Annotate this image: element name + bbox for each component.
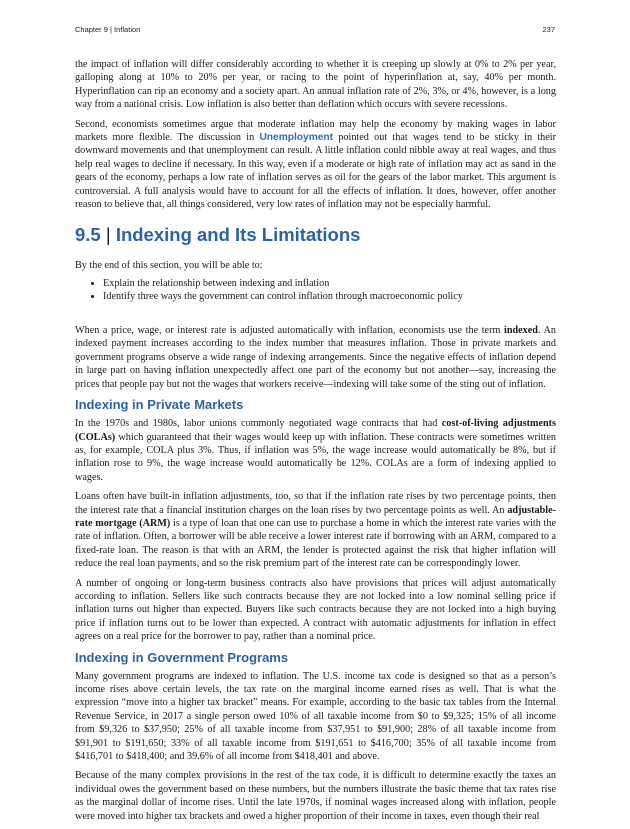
unemployment-link[interactable]: Unemployment bbox=[259, 132, 334, 144]
paragraph: Because of the many complex provisions in the rest of the tax code, it is difficult to determine exactly the taxes an individual owes the government based on these numbers, but the numbers illustrate the basic theme that tax rates rise as the marginal dollar of income rises. Until the late 1970s, if nominal wages increased along with inflation, people were moved into higher tax brackets and owed a higher proportion of their income in taxes, even though their real bbox=[75, 770, 556, 822]
section-heading bbox=[75, 223, 556, 247]
subsection-heading-government: Indexing in Government Programs bbox=[75, 649, 289, 665]
paragraph bbox=[75, 118, 556, 212]
key-term: adjustable-rate mortgage (ARM) bbox=[75, 504, 556, 529]
running-header bbox=[75, 25, 555, 37]
paragraph: Many government programs are indexed to inflation. The U.S. income tax code is designed so that as a person’s income rises above certain levels, the tax rate on the marginal income earned rises as well. That is what the expression “move into a higher tax bracket” means. For example, according to the basic tax tables from the Internal Revenue Service, in 2017 a single person owed 10% of all taxable income from $0 to $9,325; 15% of all income from $9,326 to $37,950; 25% of all taxable income from $37,951 to $91,900; 28% of all taxable income from $91,901 to $191,650; 33% of all taxable income from $191,651 to $416,700; 35% of all taxable income from $416,701 to $418,400; and 39.6% of all income from $418,401 and above. bbox=[75, 670, 556, 763]
section-number: 9.5 bbox=[75, 224, 101, 246]
section-separator: | bbox=[105, 224, 111, 246]
objectives-list bbox=[75, 277, 556, 304]
key-term: cost-of-living adjustments (COLAs) bbox=[75, 418, 557, 443]
paragraph bbox=[75, 490, 556, 570]
text-run: pointed out that wages tend to be sticky in their downward movements and that unemployment can result. A little inflation could nibble away at real wages, and thus help real wages to decline if necessary. In this way, even if a moderate or high rate of inflation may act as sand in the gears of the economy, perhaps a low rate of inflation serves as oil for the gears of the labor market. This argument is controversial. A full analysis would have to account for all the effects of inflation. It does, however, offer another reason to believe that, all things considered, very low rates of inflation may not be especially harmful. bbox=[75, 132, 556, 211]
text-run: is a type of loan that one can use to purchase a home in which the interest rate varies with the rate of inflation. Often, a borrower will be able receive a lower interest rate if borrowing with an ARM, compared to a fixed-rate loan. The reason is that with an ARM, the lender is protected against the risk that higher inflation will reduce the real loan payments, and so the risk premium part of the interest rate can be correspondingly lower. bbox=[75, 517, 556, 570]
page-number: 237 bbox=[542, 25, 555, 34]
objectives-intro: By the end of this section, you will be able to: bbox=[75, 260, 263, 272]
subsection-heading-private: Indexing in Private Markets bbox=[75, 397, 244, 413]
paragraph: A number of ongoing or long-term business contracts also have provisions that prices will adjust automatically according to inflation. Sellers like such contracts because they are not locked into a low nominal selling price if inflation turns out higher than expected. Buyers like such contracts because they are not locked into a high buying price if inflation turns out to be lower than expected. A contract with automatic adjustments for inflation in effect agrees on a real price for the borrower to pay, rather than a nominal price. bbox=[75, 577, 556, 643]
text-run: When a price, wage, or interest rate is adjusted automatically with inflation, economists use the term bbox=[75, 325, 504, 337]
page-content bbox=[75, 58, 556, 829]
objective-item: • Explain the relationship between indexing and inflation bbox=[103, 277, 556, 291]
section-title: Indexing and Its Limitations bbox=[115, 224, 361, 246]
text-run: Second, economists sometimes argue that moderate inflation may help the economy by making wages in labor markets more flexible. The discussion in bbox=[75, 118, 556, 144]
key-term: indexed bbox=[504, 325, 538, 337]
text-run: In the 1970s and 1980s, labor unions commonly negotiated wage contracts that had bbox=[75, 418, 442, 430]
objective-item: • Identify three ways the government can control inflation through macroeconomic policy bbox=[103, 290, 556, 304]
text-run: . An indexed payment increases according to the index number that measures inflation. Those in private markets and government programs observe a wide range of indexing arrangements. Since the negative effects of inflation depend in large part on having inflation unexpectedly affect one part of the economy but not another—say, increasing the prices that people pay but not the wages that workers receive—indexing will take some of the sting out of inflation. bbox=[75, 325, 557, 390]
text-run: which guaranteed that their wages would keep up with inflation. These contracts were sometimes written as, for example, COLA plus 3%. Thus, if inflation was 5%, the wage increase would automatically be 8%, but if inflation rose to 9%, the wage increase would automatically be 12%. COLAs are a form of indexing applied to wages. bbox=[75, 431, 556, 483]
chapter-label: Chapter 9 | Inflation bbox=[75, 25, 141, 34]
paragraph bbox=[75, 324, 556, 391]
paragraph bbox=[75, 417, 556, 484]
paragraph: the impact of inflation will differ considerably according to whether it is creeping up slowly at 0% to 2% per year, galloping along at 10% to 20% per year, or racing to the point of hyperinflation at, say, 40% per month. Hyperinflation can rip an economy and a society apart. An annual inflation rate of 2%, 3%, or 4%, however, is a long way from a national crisis. Low inflation is also better than deflation which occurs with severe recessions. bbox=[75, 59, 556, 111]
text-run: Loans often have built-in inflation adjustments, too, so that if the inflation rate rises by two percentage points, then the interest rate that a financial institution charges on the loan rises by two percentage points as well. An bbox=[75, 491, 556, 516]
